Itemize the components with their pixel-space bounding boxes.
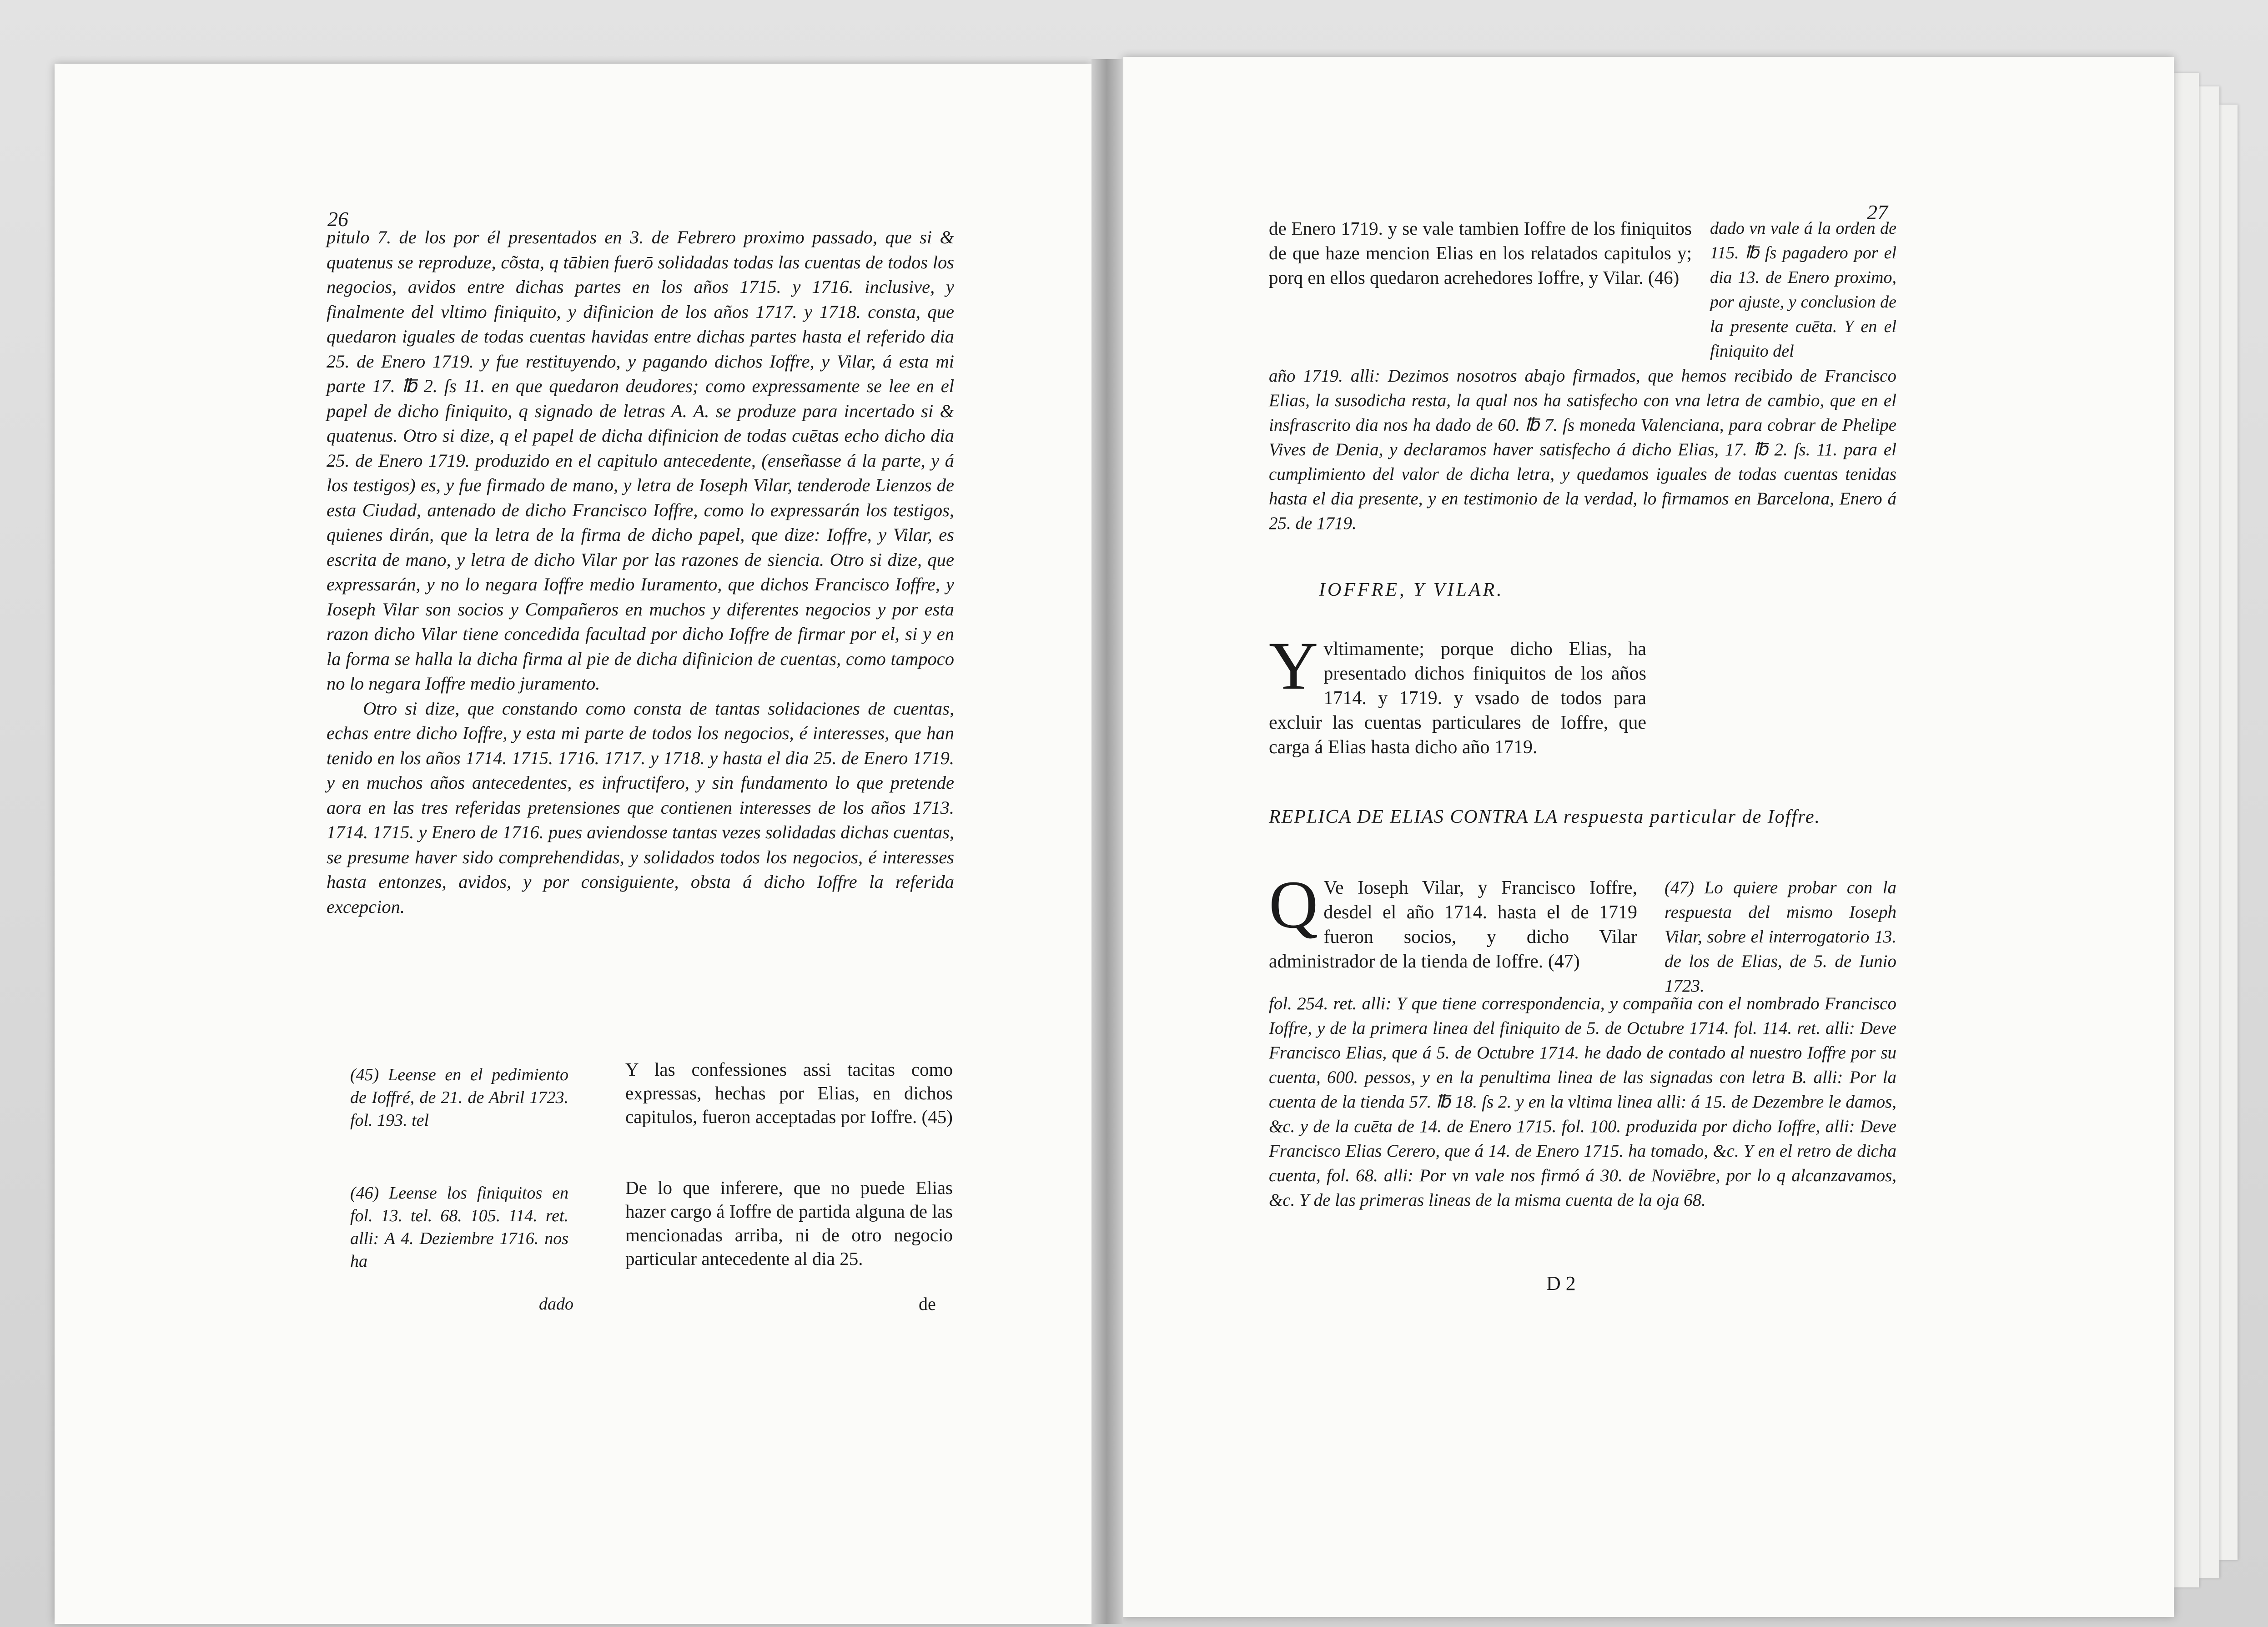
left-text-45: Y las confessiones assi tacitas como expressas, hechas por Elias, en dichos capitulos, fueron acceptadas por Ioffre. (45) [625,1059,953,1127]
final-paragraph-text: vltimamente; porque dicho Elias, ha presentado dichos finiquitos de los años 1714. y 1719. y vsado de todos para excluir las cuentas particulares de Ioffre, que carga á Elias hasta dicho año 1719. [1269,639,1646,758]
book-gutter [1091,59,1123,1624]
signature-ioffre-vilar [1319,578,1504,601]
catchword-de: de [919,1294,936,1314]
finiquito-quote: año 1719. alli: Dezimos nosotros abajo firmados, que hemos recibido de Francisco Elias, la susodicha resta, la qual nos ha satisfecho con vna letra de cambio, que en el insfrascrito dia nos ha dado de 60. ℔ 7. ſs moneda Valenciana, para cobrar de Phelipe Vives de Denia, y declaramos haver satisfecho á dicho Elias, 17. ℔ 2. ſs. 11. para el cumplimiento del valor de dicha letra, y quedamos iguales de todas cuentas tenidas hasta el dia presente, y en testimonio de la verdad, lo firmamos en Barcelona, Enero á 25. de 1719. [1269,366,1896,533]
right-top-sidenote: dado vn vale á la orden de 115. ℔ ſs pagadero por el dia 13. de Enero proximo, por ajuste, y conclusion de la presente cuēta. Y en el finiquito del [1710,219,1896,361]
left-sidenote-46: (46) Leense los finiquitos en fol. 13. tel. 68. 105. 114. ret. alli: A 4. Deziembre 1716. nos ha [350,1184,568,1271]
right-bottom-text: fol. 254. ret. alli: Y que tiene correspondencia, y compañia con el nombrado Francisco Ioffre, y de la primera linea del finiquito de 5. de Octubre 1714. fol. 114. ret. alli: Deve Francisco Elias, que á 5. de Octubre 1714. he dado de contado al nuestro Ioffre por su cuenta, 600. pessos, y en la penultima linea de las signadas con letra B. alli: Por la cuenta de la tienda 57. ℔ 18. ſs 2. y en la vltima linea alli: á 15. de Dezembre le damos, &c. y de la cuēta de 14. de Enero 1715. fol. 100. produzida por dicho Ioffre, alli: Deve Francisco Elias Cerero, que á 14. de Enero 1715. ha tomado, &c. Y en el retro de dicha cuenta, fol. 68. alli: Por vn vale nos firmó á 30. de Noviēbre, por lo q alcanzavamos, &c. Y de las primeras lineas de la misma cuenta de la oja 68. [1269,994,1896,1210]
page-number-left: 26 [327,207,348,231]
replica-paragraph-text: Ve Ioseph Vilar, y Francisco Ioffre, desdel el año 1714. hasta el de 1719 fueron socios, y dicho Vilar administrador de la tienda de Ioffre. (47) [1269,877,1637,972]
left-main-text [327,225,954,919]
drop-cap-q: Q [1269,867,1318,942]
right-top-text: de Enero 1719. y se vale tambien Ioffre de los finiquitos de que haze mencion Elias en los relatados capitulos y; porq en ellos quedaron acrehedores Ioffre, y Vilar. (46) [1269,218,1692,288]
sidenote-47: (47) Lo quiere probar con la respuesta del mismo Ioseph Vilar, sobre el interrogatorio 13. de los de Elias, de 5. de Iunio 1723. [1665,878,1896,996]
replica-paragraph [1269,867,1637,974]
replica-heading: REPLICA DE ELIAS CONTRA LA respuesta particular de Ioffre. [1269,806,1821,827]
left-paragraph-2: Otro si dize, que constando como consta de tantas solidaciones de cuentas, echas entre dicho Ioffre, y esta mi parte de todos los negocios, é interesses, que han tenido en los años 1714. 1715. 1716. 1717. y 1718. y hasta el dia 25. de Enero 1719. y en muchos años antecedentes, es infructifero, y sin fundamento lo que pretende aora en las tres referidas pretensiones que contienen interesses de los años 1713. 1714. 1715. y Enero de 1716. pues aviendosse tantas vezes solidadas dichas cuentas, se presume haver sido comprehendidas, y solidados todos los negocios, é interesses hasta entonzes, avidos, y por consiguiente, obsta á dicho Ioffre la referida excepcion. [327,698,954,917]
signature-text: IOFFRE, Y VILAR. [1319,579,1504,600]
page-edge [2219,105,2238,1560]
left-sidenote-45: (45) Leense en el pedimiento de Ioffré, de 21. de Abril 1723. fol. 193. tel [350,1065,568,1130]
page-edge [2174,73,2199,1587]
left-paragraph-1: pitulo 7. de los por él presentados en 3. de Febrero proximo passado, que si & quatenus se reproduze, cõsta, q tābien fuerō solidadas todas las cuentas de todos los negocios, avidos entre dichas partes en los años 1715. y 1716. inclusive, y finalmente del vltimo finiquito, y difinicion de los años 1717. y 1718. consta, que quedaron iguales de todas cuentas havidas entre dichas partes hasta el referido dia 25. de Enero 1719. y fue restituyendo, y pagando dichos Ioffre, y Vilar, á esta mi parte 17. ℔ 2. ſs 11. en que quedaron deudores; como expressamente se lee en el papel de dicho finiquito, q signado de letras A. A. se produze para incertado si & quatenus. Otro si dize, q el papel de dicha difinicion de todas cuētas echo dicho dia 25. de Enero 1719. produzido en el capitulo antecedente, (enseñasse á la parte, y á los testigos) es, y fue firmado de mano, y letra de Ioseph Vilar, tenderode Lienzos de esta Ciudad, antenado de dicho Francisco Ioffre, como lo expressarán los testigos, quienes dirán, que la letra de la firma de dicho papel, que dize: Ioffre, y Vilar, es escrita de mano, y letra de dicho Vilar por las razones de siencia. Otro si dize, que expressarán, y no lo negara Ioffre medio Iuramento, que dichos Francisco Ioffre, y Ioseph Vilar son socios y Compañeros en muchos y diferentes negocios y por esta razon dicho Vilar tiene concedida facultad por dicho Ioffre de firmar por el, si y en la forma se halla la dicha firma al pie de dicha difinicion de cuentas, como tampoco no lo negara Ioffre medio juramento. [327,227,954,694]
page-number-right: 27 [1867,201,1888,224]
final-paragraph [1269,628,1646,760]
catchword-dado: dado [539,1295,573,1314]
left-text-46: De lo que inferere, que no puede Elias hazer cargo á Ioffre de partida alguna de las mencionadas arriba, ni de otro negocio particular antecedente al dia 25. [625,1177,953,1269]
page-edge [2199,86,2219,1578]
signature-mark: D 2 [1546,1272,1576,1295]
drop-cap-y: Y [1269,628,1318,704]
right-page [1123,57,2174,1617]
